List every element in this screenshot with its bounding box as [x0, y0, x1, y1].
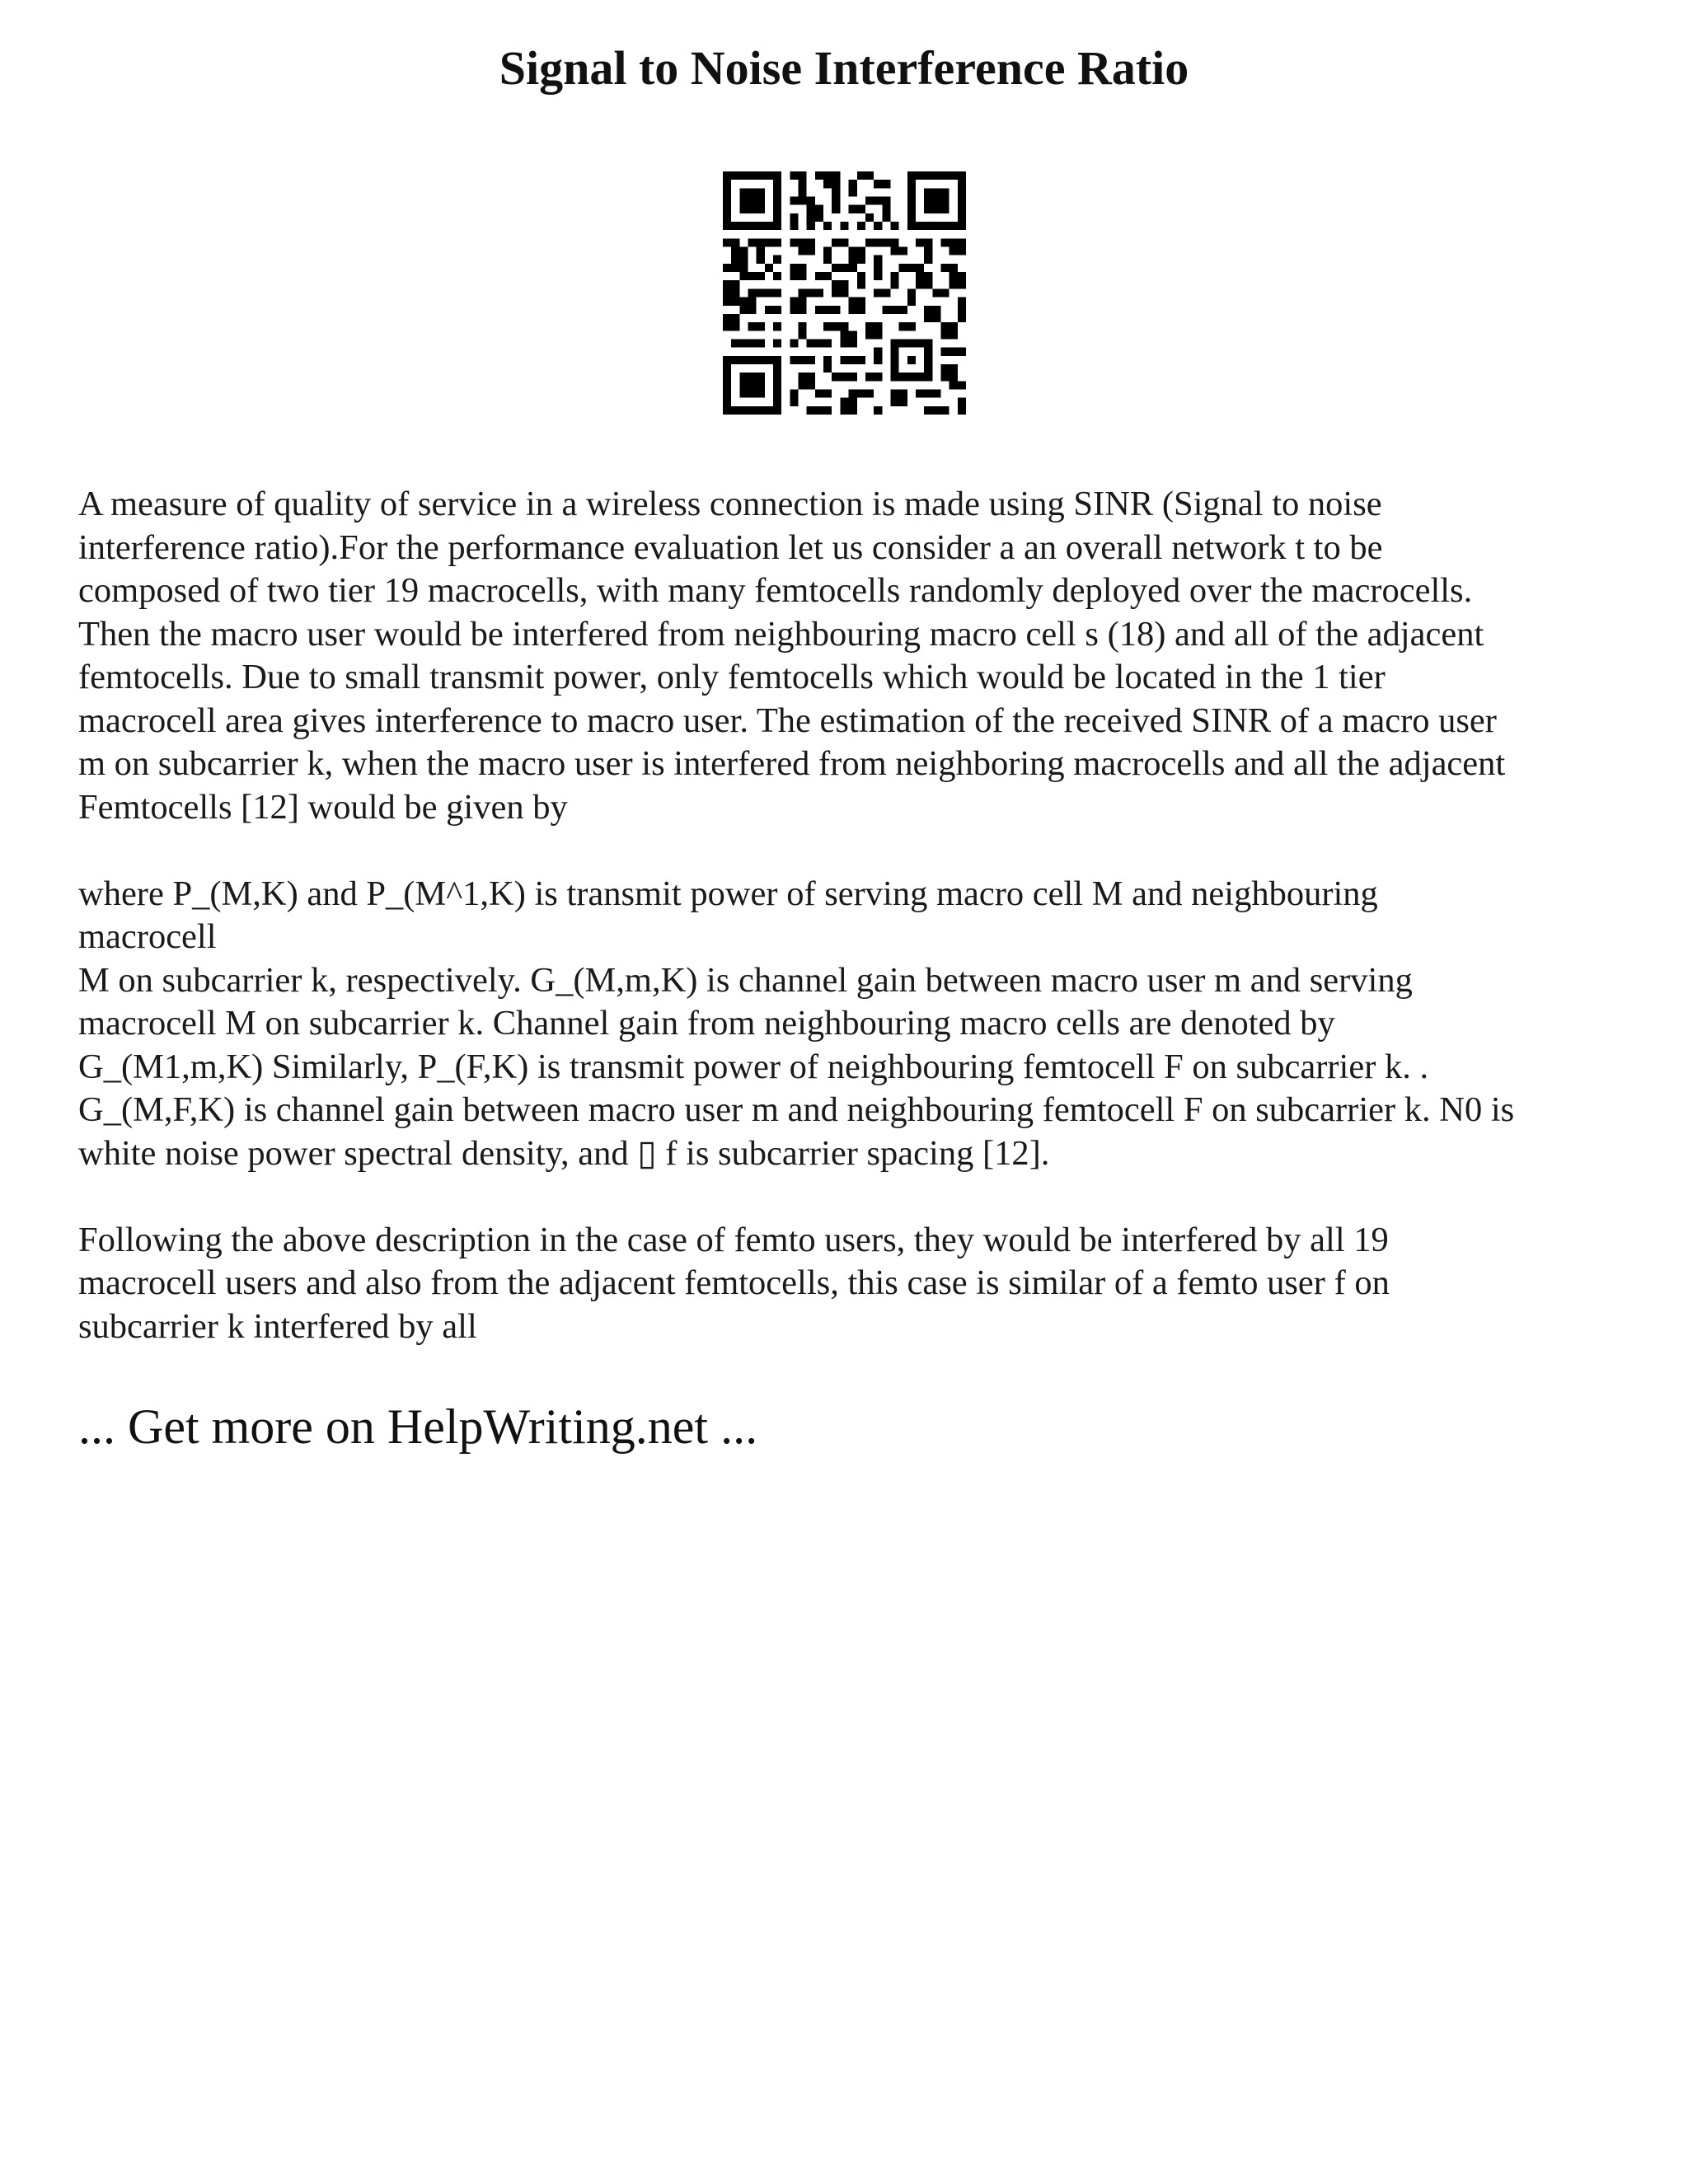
- page-title: Signal to Noise Interference Ratio: [499, 41, 1189, 95]
- paragraph-intro: A measure of quality of service in a wireless connection is made using SINR (Signal to noise interference ratio).For the performance evaluation let us consider a an overall network t to be composed of two tier 19 macrocells, with many femtocells randomly deployed over the macrocells. Then the macro user would be interfered from neighbouring macro cell s (18) and all of the adjacent femtocells. Due to small transmit power, only femtocells which would be located in the 1 tier macrocell area gives interference to macro user. The estimation of the received SINR of a macro user m on subcarrier k, when the macro user is interfered from neighboring macrocells and all the adjacent Femtocells [12] would be given by: [78, 485, 1506, 827]
- qr-code-image: [723, 171, 966, 415]
- qr-code: [723, 171, 966, 415]
- get-more-link[interactable]: ... Get more on HelpWriting.net ...: [78, 1399, 758, 1454]
- paragraph-definitions: where P_(M,K) and P_(M^1,K) is transmit power of serving macro cell M and neighbouring macrocell M on subcarrier k, respectively. G_(M,m,K) is channel gain between macro user m and serving macrocell M on subcarrier k. Channel gain from neighbouring macro cells are denoted by G_(M1,m,K) Similarly, P_(F,K) is transmit power of neighbouring femtocell F on subcarrier k. . G_(M,F,K) is channel gain between macro user m and neighbouring femtocell F on subcarrier k. N0 is white noise power spectral density, and ▯ f is subcarrier spacing [12].: [78, 874, 1515, 1173]
- article-body: [78, 483, 1628, 1392]
- paragraph-femto-users: Following the above description in the case of femto users, they would be interfered by all 19 macrocell users and also from the adjacent femtocells, this case is similar of a femto user f on subcarrier k interfered by all: [78, 1220, 1390, 1346]
